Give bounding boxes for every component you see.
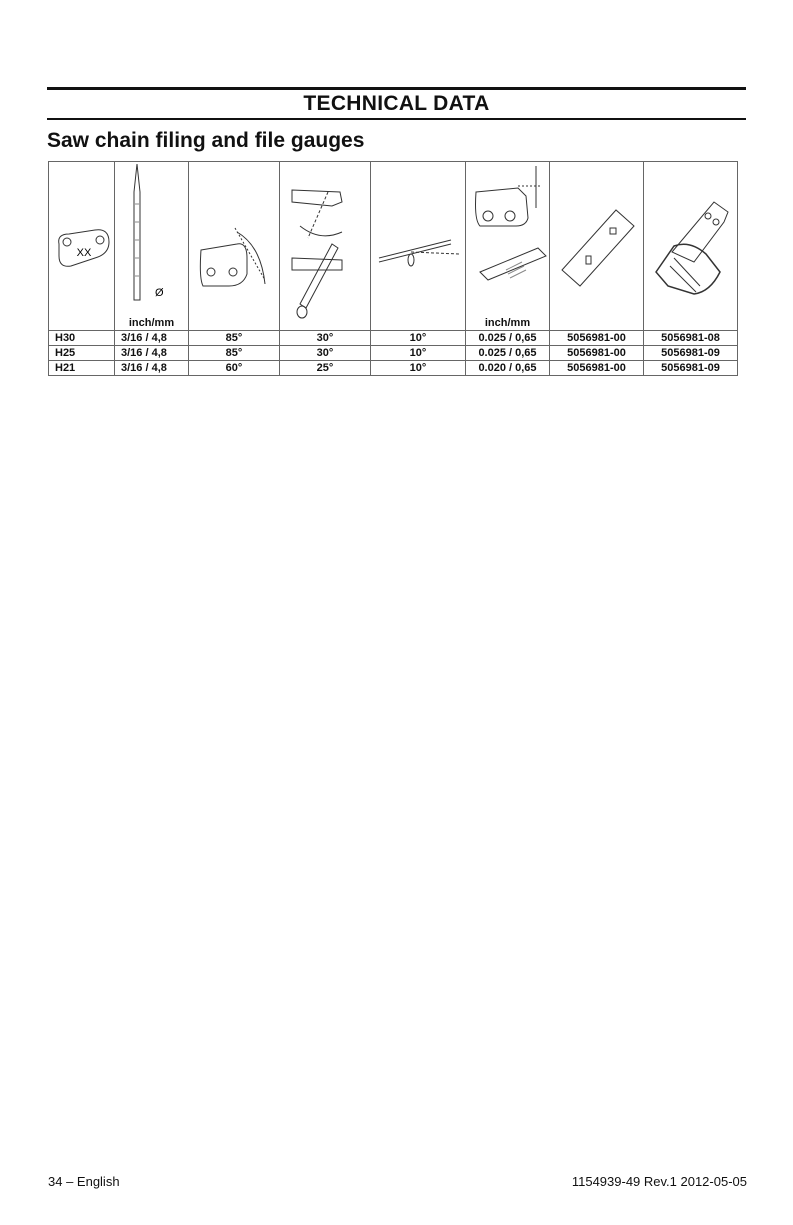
chain-type-cell: [49, 162, 115, 331]
drive-link-icon: [49, 162, 115, 330]
table-cell: 3/16 / 4,8: [115, 361, 189, 376]
tilt-angle-cell: [371, 162, 466, 331]
table-cell: 30°: [280, 331, 371, 346]
table-cell: 5056981-00: [550, 346, 644, 361]
file-holder-angle-icon: [280, 162, 371, 330]
section-heading: Saw chain filing and file gauges: [47, 129, 365, 152]
page-number: 34 – English: [48, 1174, 120, 1189]
table-cell: 5056981-00: [550, 331, 644, 346]
page-title: TECHNICAL DATA: [303, 92, 490, 115]
cutter-angle-icon: [189, 162, 280, 330]
round-file-icon: [115, 162, 189, 330]
depth-unit-label: inch/mm: [484, 317, 531, 329]
table-cell: 10°: [371, 361, 466, 376]
file-diameter-cell: [115, 162, 189, 331]
table-cell: 0.025 / 0,65: [466, 346, 550, 361]
table-cell: 10°: [371, 331, 466, 346]
table-cell: 3/16 / 4,8: [115, 346, 189, 361]
table-cell: H30: [49, 331, 115, 346]
document-revision: 1154939-49 Rev.1 2012-05-05: [571, 1174, 747, 1189]
table-cell: 5056981-08: [644, 331, 738, 346]
table-cell: 5056981-00: [550, 361, 644, 376]
table-cell: 0.025 / 0,65: [466, 331, 550, 346]
table-cell: 5056981-09: [644, 346, 738, 361]
table-cell: H21: [49, 361, 115, 376]
table-cell: 0.020 / 0,65: [466, 361, 550, 376]
file-unit-label: inch/mm: [128, 317, 175, 329]
file-holder-icon: [644, 162, 738, 330]
table-cell: 30°: [280, 346, 371, 361]
file-holder-cell: [644, 162, 738, 331]
file-gauge-cell: [550, 162, 644, 331]
top-plate-angle-cell: [189, 162, 280, 331]
header-rule-top: [47, 87, 746, 90]
table-cell: 5056981-09: [644, 361, 738, 376]
table-cell: 60°: [189, 361, 280, 376]
depth-gauge-icon: [466, 162, 550, 330]
diameter-symbol: Ø: [155, 287, 164, 299]
table-cell: 3/16 / 4,8: [115, 331, 189, 346]
table-cell: 10°: [371, 346, 466, 361]
filing-angle-cell: [280, 162, 371, 331]
table-row: [49, 331, 738, 346]
table-row: [49, 346, 738, 361]
table-cell: 25°: [280, 361, 371, 376]
chain-mark-label: XX: [76, 247, 92, 259]
icon-header-row: [49, 162, 738, 331]
table-cell: 85°: [189, 331, 280, 346]
table-cell: 85°: [189, 346, 280, 361]
header-rule-bottom: [47, 118, 746, 120]
file-tilt-icon: [371, 162, 466, 330]
depth-gauge-cell: [466, 162, 550, 331]
flat-gauge-icon: [550, 162, 644, 330]
table-row: [49, 361, 738, 376]
filing-spec-table: [48, 161, 738, 376]
table-cell: H25: [49, 346, 115, 361]
